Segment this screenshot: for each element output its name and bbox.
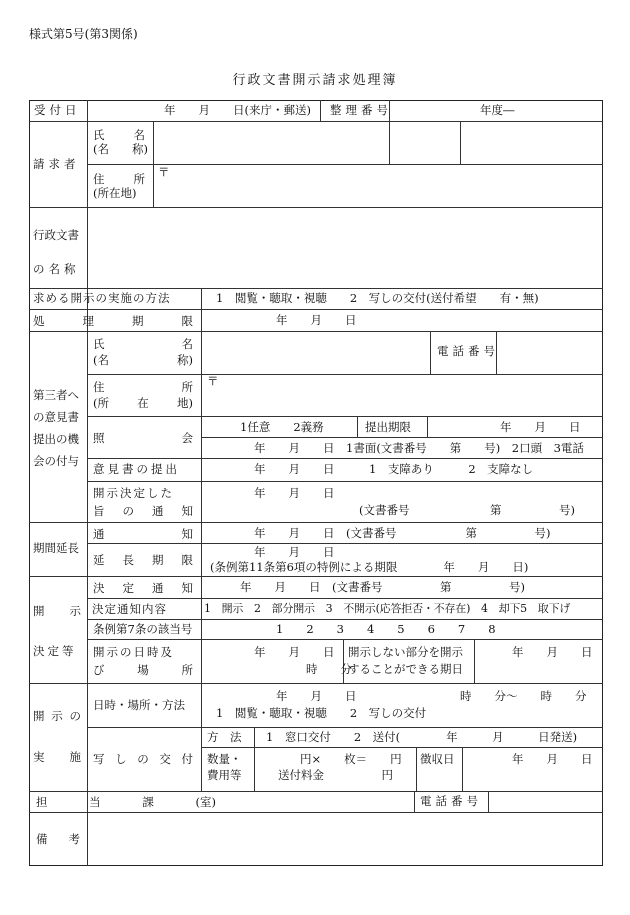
- schedule-date: 年 月 日: [254, 645, 335, 659]
- third-party-address-sub: (所 在 地): [93, 396, 193, 410]
- rule: [87, 639, 603, 640]
- rule: [87, 416, 603, 417]
- implementation-how-value: 1 閲覧・聴取・視聴 2 写しの交付: [216, 706, 427, 720]
- decision-notice-label: 決 定 通 知: [93, 581, 193, 595]
- rule: [29, 121, 603, 122]
- rule: [87, 374, 603, 375]
- rule: [29, 812, 603, 813]
- requester-name-sub: (名 称): [93, 142, 148, 156]
- implementation-when-label: 日時・場所・方法: [93, 698, 185, 712]
- third-party-phone-label: 電話番号: [437, 344, 499, 358]
- fee-label-1: 数量・: [207, 752, 242, 766]
- collection-date-value: 年 月 日: [512, 752, 593, 766]
- decision-content-value: 1 開示 2 部分開示 3 不開示(応答拒否・不存在) 4 却下5 取下げ: [204, 602, 571, 615]
- extension-label: 期間延長: [33, 541, 79, 555]
- rule: [87, 727, 603, 728]
- rule: [29, 522, 603, 523]
- partial-disclosure-label-1: 開示しない部分を開示: [348, 645, 463, 659]
- rule: [153, 121, 154, 207]
- schedule-label-1: 開示の日時及: [93, 645, 174, 659]
- rule: [430, 331, 431, 374]
- rule: [87, 543, 603, 544]
- extension-period-note: (条例第11条第6項の特例による期限 年 月 日): [210, 560, 529, 574]
- third-party-label-1: 第三者へ: [33, 388, 79, 402]
- schedule-time: 時 分: [306, 662, 352, 676]
- decision-label-2: 決定等: [33, 644, 77, 658]
- form-title: 行政文書開示請求処理簿: [232, 73, 398, 88]
- rule: [474, 639, 475, 683]
- rule: [201, 437, 603, 438]
- rule: [320, 100, 321, 121]
- rule: [201, 288, 202, 791]
- extension-notify-value: 年 月 日 (文書番号 第 号): [254, 526, 551, 540]
- fee-line-2: 送付料金 円: [278, 768, 393, 782]
- decision-content-label: 決定通知内容: [92, 602, 167, 616]
- doc-name-label-2: の名称: [33, 262, 80, 276]
- fee-label-2: 費用等: [207, 768, 242, 782]
- third-party-label-4: 会の付与: [33, 454, 79, 468]
- rule: [29, 309, 603, 310]
- inquiry-details: 年 月 日 1書面(文書番号 第 号) 2口頭 3電話: [254, 441, 584, 455]
- rule: [343, 639, 344, 683]
- decision-notice-docno: (文書番号 第 号): [359, 503, 575, 517]
- opinion-label: 意見書の提出: [93, 462, 180, 476]
- staff-section-label: 担 当 課 (室): [36, 795, 216, 809]
- third-party-label-2: の意見書: [33, 410, 79, 424]
- delivery-method-value: 1 窓口交付 2 送付( 年 月 日発送): [266, 730, 578, 744]
- postal-mark: 〒: [158, 165, 170, 179]
- rule: [357, 416, 358, 437]
- remarks-label: 備 考: [36, 832, 80, 846]
- inquiry-type: 1任意 2義務: [240, 420, 324, 434]
- rule: [29, 207, 603, 208]
- submit-deadline-value: 年 月 日: [500, 420, 581, 434]
- reference-number-label: 整理番号: [330, 103, 392, 117]
- rule: [462, 747, 463, 791]
- rule: [416, 747, 417, 791]
- opinion-value: 年 月 日 1 支障あり 2 支障なし: [254, 462, 534, 476]
- rule: [87, 619, 603, 620]
- rule: [201, 747, 603, 748]
- deadline-value: 年 月 日: [276, 313, 357, 327]
- third-party-name-sub: (名 称): [93, 353, 193, 367]
- requester-address-label: 住 所: [93, 172, 145, 186]
- decision-notice-label-2: 旨 の 通 知: [93, 504, 193, 518]
- rule: [414, 791, 415, 812]
- inquiry-label: 照 会: [93, 431, 193, 445]
- collection-date-label: 徴収日: [420, 752, 455, 766]
- rule: [87, 598, 603, 599]
- third-party-address-label: 住 所: [93, 380, 193, 394]
- reception-label: 受付日: [34, 103, 81, 117]
- third-party-name-label: 氏 名: [93, 337, 193, 351]
- decision-notice-date: 年 月 日: [254, 486, 335, 500]
- requester-address-sub: (所在地): [93, 186, 137, 200]
- rule: [29, 683, 603, 684]
- rule: [488, 791, 489, 812]
- fiscal-year-number: 年度―: [480, 103, 515, 117]
- third-party-postal-mark: 〒: [207, 374, 219, 388]
- rule: [29, 288, 603, 289]
- rule: [460, 121, 461, 164]
- method-label: 求める開示の実施の方法: [33, 291, 171, 305]
- implementation-label-1: 開 示 の: [33, 709, 81, 723]
- rule: [29, 576, 603, 577]
- method-value: 1 閲覧・聴取・視聴 2 写しの交付(送付希望 有・無): [216, 291, 539, 305]
- partial-disclosure-date: 年 月 日: [512, 645, 593, 659]
- decision-label-1: 開 示: [33, 604, 81, 618]
- reception-date: 年 月 日(来庁・郵送): [164, 103, 311, 117]
- requester-name-label: 氏 名: [93, 128, 145, 142]
- extension-period-label: 延 長 期 限: [93, 553, 193, 567]
- rule: [427, 416, 428, 437]
- implementation-when-value: 年 月 日 時 分〜 時 分: [276, 689, 587, 703]
- delivery-method-label: 方 法: [207, 730, 242, 744]
- extension-notify-label: 通 知: [93, 527, 193, 541]
- implementation-label-2: 実 施: [33, 750, 81, 764]
- requester-label: 請求者: [33, 157, 80, 171]
- rule: [29, 331, 603, 332]
- staff-phone-label: 電話番号: [420, 794, 482, 808]
- decision-notice-label-1: 開示決定した: [93, 486, 174, 500]
- decision-notice-value: 年 月 日 (文書番号 第 号): [240, 580, 525, 594]
- copy-delivery-label: 写 し の 交 付: [93, 752, 193, 766]
- rule: [87, 481, 603, 482]
- fee-line-1: 円× 枚＝ 円: [300, 752, 402, 766]
- submit-deadline-label: 提出期限: [365, 420, 411, 434]
- deadline-label: 処 理 期 限: [33, 314, 193, 328]
- schedule-label-2: び 場 所: [93, 663, 193, 677]
- rule: [87, 100, 88, 866]
- extension-period-date: 年 月 日: [254, 545, 335, 559]
- rule: [87, 458, 603, 459]
- doc-name-label-1: 行政文書: [33, 228, 79, 242]
- form-reference: 様式第5号(第3関係): [29, 27, 138, 41]
- clause-numbers: 1 2 3 4 5 6 7 8: [276, 622, 496, 636]
- clause-label: 条例第7条の該当号: [93, 622, 193, 636]
- partial-disclosure-label-2: することができる期日: [348, 662, 463, 676]
- rule: [254, 747, 255, 791]
- third-party-label-3: 提出の機: [33, 432, 79, 446]
- rule: [29, 791, 603, 792]
